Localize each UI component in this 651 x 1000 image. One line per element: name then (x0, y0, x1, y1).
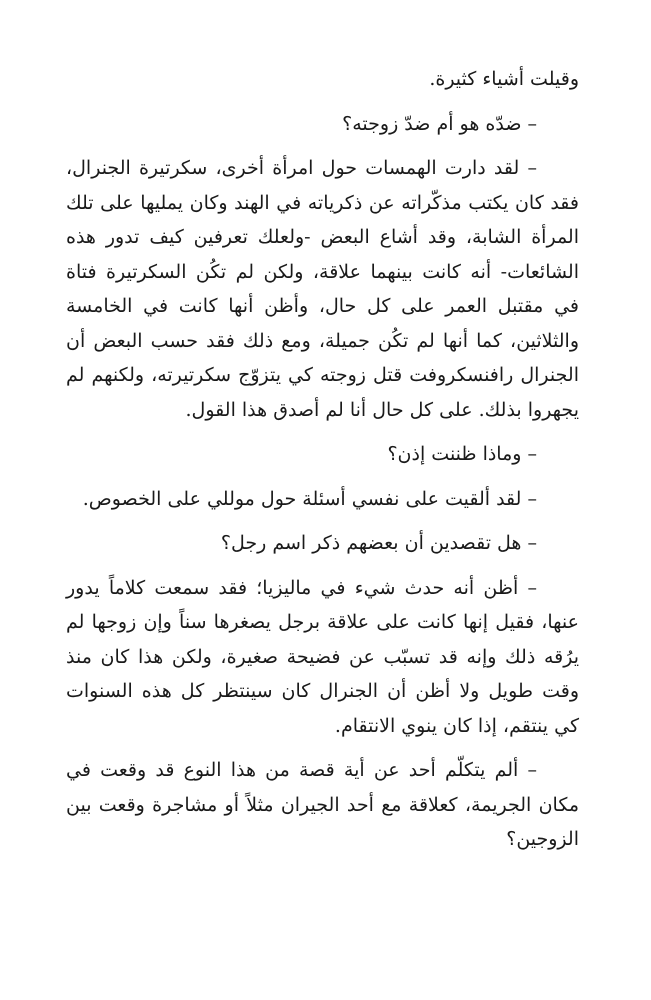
paragraph-dialogue-question: – ألم يتكلّم أحد عن أية قصة من هذا النوع قد وقعت في مكان الجريمة، كعلاقة مع أحد الجيران مثلاً أو مشاجرة وقعت بين الزوجين؟ (66, 759, 579, 850)
book-page (66, 62, 579, 867)
paragraph-dialogue-secretary: – لقد دارت الهمسات حول امرأة أخرى، سكرتيرة الجنرال، فقد كان يكتب مذكّراته عن ذكرياته في الهند وكان يمليها على تلك المرأة الشابة، وقد أشاع البعض -ولعلك تعرفين كيف تدور هذه الشائعات- أنه كانت بينهما علاقة، ولكن لم تكُن السكرتيرة فتاة في مقتبل العمر على كل حال، وأظن أنها كانت في الخامسة والثلاثين، كما أنها لم تكُن جميلة، ومع ذلك فقد حسب البعض أن الجنرال رافنسكروفت قتل زوجته كي يتزوّج سكرتيرته، ولكنهم لم يجهروا بذلك. على كل حال أنا لم أصدق هذا القول. (66, 157, 579, 421)
paragraph-dialogue-molly: – لقد ألقيت على نفسي أسئلة حول موللي على الخصوص. (82, 487, 537, 510)
paragraph-dialogue-question: – وماذا ظننت إذن؟ (387, 443, 537, 465)
paragraph-narration: وقيلت أشياء كثيرة. (429, 68, 579, 90)
paragraph-dialogue-malaysia: – أظن أنه حدث شيء في ماليزيا؛ فقد سمعت كلاماً يدور عنها، فقيل إنها كانت على علاقة برجل يصغرها سناً وإن زوجها لم يرُقه ذلك وإنه قد تسبّب عن فضيحة صغيرة، ولكن هذا كان منذ وقت طويل ولا أظن أن الجنرال كان سينتظر كل هذه السنوات كي ينتقم، إذا كان ينوي الانتقام. (66, 576, 579, 737)
paragraph-dialogue-question: – هل تقصدين أن بعضهم ذكر اسم رجل؟ (220, 532, 537, 554)
paragraph-dialogue-question: – ضدّه هو أم ضدّ زوجته؟ (342, 112, 537, 135)
